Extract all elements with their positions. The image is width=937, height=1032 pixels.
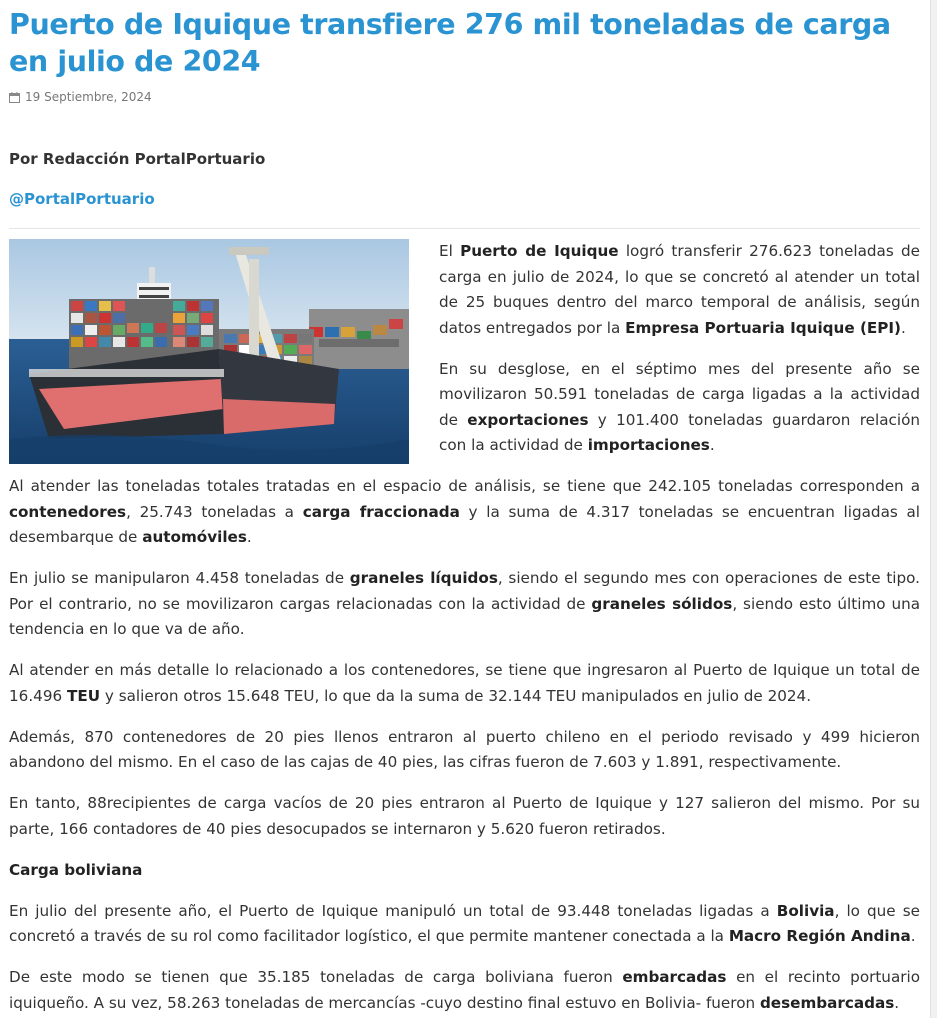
paragraph-4: En julio se manipularon 4.458 toneladas de graneles líquidos, siendo el segundo mes con operaciones de este tipo. Por el contrario, no se movilizaron cargas relacionadas con la actividad de graneles sólidos, siendo esto último una tendencia en lo que va de año. <box>9 569 921 638</box>
twitter-handle-link[interactable]: @PortalPortuario <box>9 190 155 208</box>
paragraph-7: En tanto, 88recipientes de carga vacíos de 20 pies entraron al Puerto de Iquique y 127 salieron del mismo. Por su parte, 166 contadores de 40 pies desocupados se internaron y 5.620 fueron retirados. <box>9 794 920 838</box>
paragraph-5: Al atender en más detalle lo relacionado a los contenedores, se tiene que ingresaron al Puerto de Iquique un total de 16.496 TEU y salieron otros 15.648 TEU, lo que da la suma de 32.144 TEU manipulados en julio de 2024. <box>9 661 920 705</box>
divider <box>9 228 920 229</box>
article-body <box>9 239 920 1016</box>
cargo-ship-photo <box>9 239 409 464</box>
article-meta <box>9 89 920 105</box>
paragraph-2: En su desglose, en el séptimo mes del presente año se movilizaron 50.591 toneladas de carga ligadas a la actividad de exportaciones y 101.400 toneladas guardaron relación con la actividad de importaciones. <box>439 359 920 454</box>
paragraph-3: Al atender las toneladas totales tratadas en el espacio de análisis, se tiene que 242.105 toneladas corresponden a contenedores, 25.743 toneladas a carga fraccionada y la suma de 4.317 toneladas se encuentran ligadas al desembarque de automóviles. <box>9 477 920 546</box>
calendar-icon <box>9 92 20 103</box>
publish-date: 19 Septiembre, 2024 <box>25 90 152 104</box>
paragraph-9: De este modo se tienen que 35.185 toneladas de carga boliviana fueron embarcadas en el recinto portuario iquiqueño. A su vez, 58.263 toneladas de mercancías -cuyo destino final estuvo en Bolivia- fueron desembarcadas. <box>9 968 920 1012</box>
article-page <box>9 0 920 1032</box>
page-scrollbar[interactable] <box>930 0 937 1018</box>
paragraph-1: El Puerto de Iquique logró transferir 276.623 toneladas de carga en julio de 2024, lo que se concretó al atender un total de 25 buques dentro del marco temporal de análisis, según datos entregados por la Empresa Portuaria Iquique (EPI). <box>439 242 920 337</box>
article-byline: Por Redacción PortalPortuario <box>9 150 266 168</box>
paragraph-6: Además, 870 contenedores de 20 pies llenos entraron al puerto chileno en el periodo revisado y 499 hicieron abandono del mismo. En el caso de las cajas de 40 pies, las cifras fueron de 7.603 y 1.891, respectivamente. <box>9 727 920 771</box>
article-title: Puerto de Iquique transfiere 276 mil toneladas de carga en julio de 2024 <box>9 8 891 78</box>
paragraph-8: En julio del presente año, el Puerto de Iquique manipuló un total de 93.448 toneladas ligadas a Bolivia, lo que se concretó a través de su rol como facilitador logístico, el que permite mantener conectada a la Macro Región Andina. <box>9 901 920 945</box>
section-heading: Carga boliviana <box>9 860 143 879</box>
